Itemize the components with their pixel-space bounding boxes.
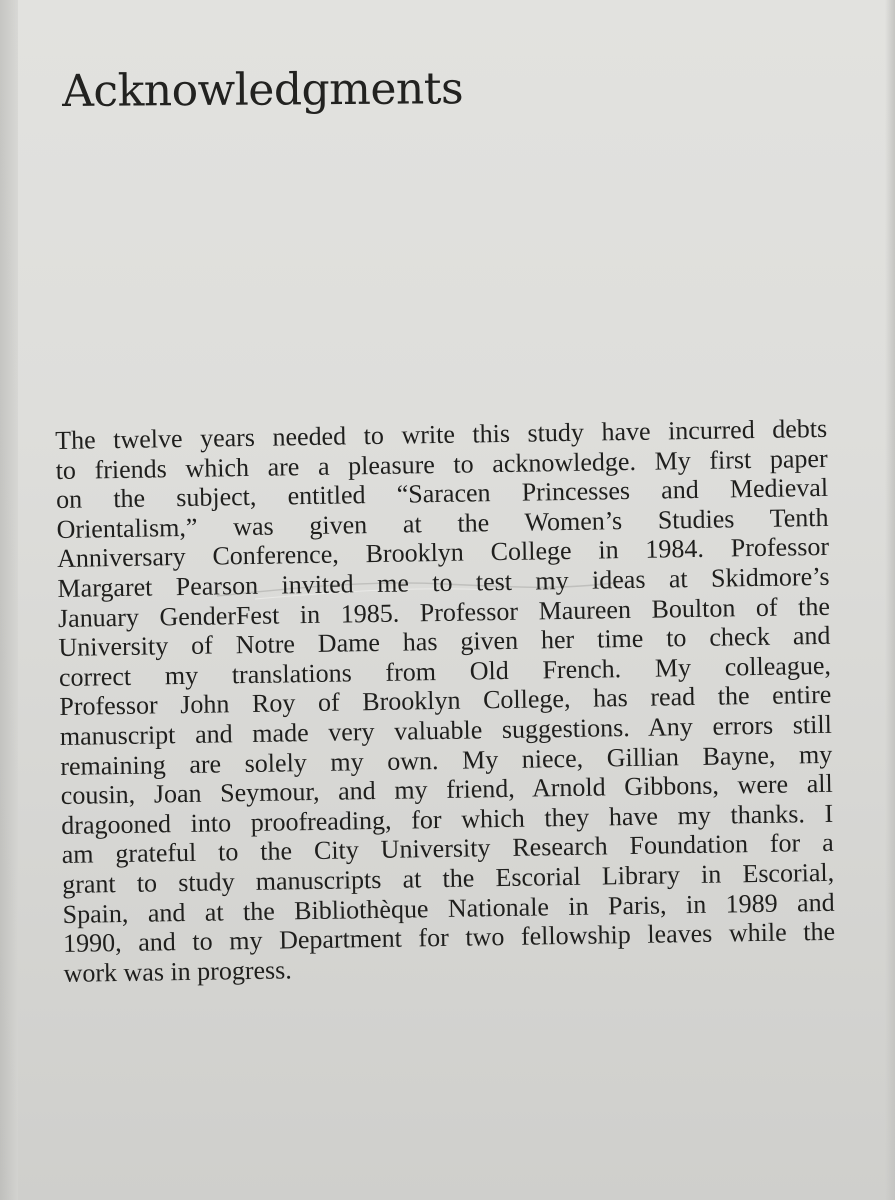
text-line: Orientalism,” was given at the Women’s Studies Tenth: [56, 502, 829, 544]
text-line: University of Notre Dame has given her time to check and: [58, 621, 831, 663]
text-line: 1990, and to my Department for two fellowship leaves while the: [62, 916, 836, 959]
text-line: The twelve years needed to write this study have incurred debts: [55, 413, 828, 455]
text-line: manuscript and made very valuable suggestions. Any errors still: [59, 709, 833, 751]
text-line: correct my translations from Old French. My colleague,: [58, 650, 832, 692]
text-line: work was in progress.: [63, 955, 292, 988]
text-line: cousin, Joan Seymour, and my friend, Arnold Gibbons, were all: [60, 768, 833, 811]
text-line: on the subject, entitled “Saracen Princesses and Medieval: [55, 473, 829, 515]
text-line: Margaret Pearson invited me to test my ideas at Skidmore’s: [57, 561, 830, 603]
text-line: am grateful to the City University Research Foundation for a: [61, 828, 834, 870]
text-line: Professor John Roy of Brooklyn College, has read the entire: [59, 680, 832, 722]
page-title: Acknowledgments: [62, 63, 464, 117]
text-line: Spain, and at the Bibliothèque Nationale in Paris, in 1989 and: [62, 887, 835, 929]
acknowledgments-paragraph: [55, 414, 836, 988]
text-line: January GenderFest in 1985. Professor Maureen Boulton of the: [57, 591, 831, 633]
text-line: to friends which are a pleasure to acknowledge. My first paper: [55, 443, 828, 485]
text-line: Anniversary Conference, Brooklyn College in 1984. Professor: [56, 532, 830, 574]
text-line: remaining are solely my own. My niece, Gillian Bayne, my: [60, 739, 833, 781]
text-line: grant to study manuscripts at the Escorial Library in Escorial,: [61, 857, 835, 899]
text-line: dragooned into proofreading, for which they have my thanks. I: [61, 798, 834, 840]
